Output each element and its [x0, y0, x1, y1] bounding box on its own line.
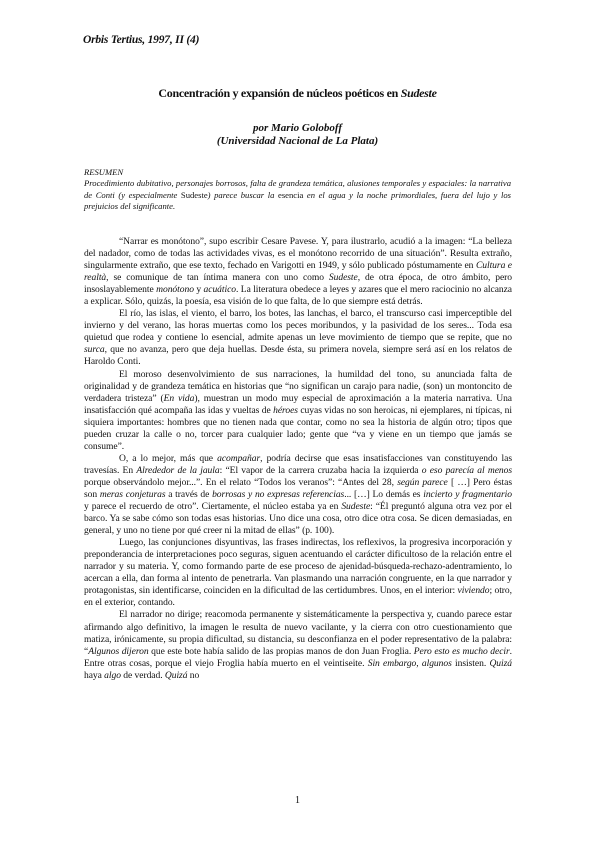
text-segment: : “El vapor de la carrera cruzaba hacia la izquierda	[219, 464, 422, 476]
text-segment: borrosas y no expresas referencias	[212, 488, 345, 500]
paragraph-6	[84, 609, 512, 681]
text-segment: o eso parecía al menos	[421, 464, 513, 476]
text-segment: . La literatura obedece a leyes y azares que el mero raciocinio no alcanza a explicar. Sólo, quizás, la poesía, esa visión de lo que falta, de lo que siempre está detrás.	[84, 284, 512, 308]
text-segment: monótono	[156, 284, 194, 296]
article-body	[84, 236, 512, 682]
text-segment: , de otra época, de otro ámbito, pero insoslayablemente	[84, 272, 512, 296]
text-segment: porque observándolo mejor...”. En el relato “Todos los veranos”: “Antes del 28,	[84, 476, 398, 488]
text-segment: acuático	[203, 284, 237, 296]
title-work: Sudeste	[400, 86, 437, 100]
abstract-segment: ) parece buscar la	[207, 189, 279, 200]
affiliation: (Universidad Nacional de La Plata)	[216, 135, 379, 147]
text-segment: surca	[84, 344, 105, 356]
text-segment: ... […] Lo demás es	[344, 488, 424, 500]
text-segment: Sudeste	[341, 501, 371, 513]
text-segment: incierto y fragmentario	[423, 488, 512, 500]
text-segment: insisten.	[451, 657, 490, 669]
text-segment: Cultura e realtà	[84, 260, 512, 284]
page-number: 1	[295, 795, 300, 806]
text-segment: , que no avanza, pero que deja huellas. Desde ésta, su primera novela, siempre será así en los relatos de Haroldo Conti.	[84, 344, 512, 368]
text-segment: no	[187, 669, 200, 681]
text-segment: ; otro, en el exterior, contando.	[84, 585, 512, 609]
abstract-segment: en el agua y la noche primordiales, fuera del lujo y los prejuicios del significante.	[84, 189, 511, 212]
journal-citation: Orbis Tertius, 1997, II (4)	[83, 34, 200, 46]
text-segment: acompañar	[217, 452, 261, 464]
text-segment: a través de	[165, 488, 213, 500]
text-segment: En vida	[163, 392, 195, 404]
abstract-segment: Procedimiento dubitativo, personajes borrosos, falta de grandeza temática, alusiones temporales y espaciales: la narrativa de Conti (y especialmente	[84, 178, 511, 200]
text-segment: meras conjeturas	[99, 488, 166, 500]
text-segment: : “Él preguntó alguna otra vez por el barco. Ya se sabe cómo son todas esas historias. Uno dice una cosa, otro dice otra cosa. Se dicen demasiadas, en general, y uno no tiene por qué creer ni la mitad de ellas” (p. 100).	[84, 501, 513, 537]
text-segment: según parece	[397, 476, 448, 488]
text-segment: . Entre otras cosas, porque el viejo Froglia había muerto en el veintiseite.	[84, 645, 512, 669]
text-segment: [ …] Pero éstas son	[84, 476, 512, 500]
text-segment: Quizá	[164, 669, 188, 681]
text-segment: Sudeste	[328, 272, 358, 284]
text-segment: y parece el recuerdo de otro”. Ciertamente, el núcleo estaba ya en	[84, 501, 342, 513]
text-segment: de verdad.	[120, 669, 165, 681]
text-segment: El moroso desenvolvimiento de sus narraciones, la humildad del tono, su anunciada falta de originalidad y de grandeza temática en historias que “no significan un carajo para nadie, (son) un montoncito de verdadera tristeza” (	[84, 368, 512, 404]
abstract-text	[84, 178, 511, 213]
text-segment: , se comunique de tan íntima manera con uno como	[106, 272, 329, 284]
text-segment: Sin embargo, algunos	[367, 657, 452, 669]
text-segment: haya	[84, 669, 105, 681]
paragraph-1	[84, 236, 512, 308]
text-segment: algo	[104, 669, 121, 681]
text-segment: El río, las islas, el viento, el barro, los botes, las lanchas, el barco, el transcurso casi imperceptible del invierno y del verano, las horas muertas como los peces moribundos, y la pasividad de los seres... Toda esa quietud que rodea y contiene lo esencial, admite apenas un leve movimiento de tiempo que se repite, que no	[84, 308, 512, 344]
paragraph-2	[84, 308, 512, 368]
abstract-segment: Sudeste	[180, 189, 208, 200]
text-segment: Luego, las conjunciones disyuntivas, las frases indirectas, los reflexivos, la progresiva incorporación y preponderancia de interpretaciones poco seguras, siguen acentuando el carácter dificultoso de la relación entre el narrador y su materia. Y, como formando parte de ese proceso de ajenidad-búsqueda-rechazo-adentramiento, lo acercan a ella, dan forma al intento de penetrarla. Van plasmando una narración congruente, en la que narrador y protagonistas, sin identificarse, coinciden en la dificultad de las certidumbres. Unos, en el interior:	[84, 537, 512, 597]
text-segment: Quizá	[489, 657, 512, 669]
text-segment: O, a lo mejor, más que	[119, 452, 218, 464]
text-segment: Alrededor de la jaula	[136, 464, 220, 476]
text-segment: , podría decirse que esas insatisfacciones van constituyendo las travesías. En	[84, 452, 512, 476]
text-segment: El narrador no dirige; reacomoda permanente y sistemáticamente la perspectiva y, cuando parece estar afirmando algo definitivo, la imagen le resulta de nuevo vacilante, y la cierra con otro cuestionamiento que matiza, irónicamente, su propia dificultad, su distancia, su desconfianza en el poder representativo de la palabra: “	[84, 609, 512, 657]
paragraph-3	[84, 369, 512, 453]
text-segment: ), muestran un modo muy especial de aproximación a la materia narrativa. Una insatisfacción qué acompaña las idas y vueltas de	[84, 392, 512, 416]
title-main: Concentración y expansión de núcleos poéticos en	[158, 86, 401, 100]
author: por Mario Goloboff	[252, 122, 343, 134]
text-segment: “Narrar es monótono”, supo escribir Cesare Pavese. Y, para ilustrarlo, acudió a la imagen: “La belleza del nadador, como de todas las actividades vivas, es el monótono recorrido de una situación”. Resulta extraño, singularmente extraño, que ese texto, fechado en Varigotti en 1949, y sólo publicado póstumamente en	[84, 236, 512, 272]
text-segment: Algunos dijeron	[88, 645, 149, 657]
abstract-heading: RESUMEN	[84, 167, 124, 177]
abstract-segment: esencia	[278, 189, 304, 200]
text-segment: Pero esto es mucho decir	[413, 645, 510, 657]
text-segment: cuyas vidas no son heroicas, ni ejemplares, ni típicas, ni siquiera importantes: hombres que no tienen nada que contar, como no sea la historia de algún otro; tipos que pueden cruzar la calle o no, torcer para cualquier lado; gente que “va y viene en un tiempo que jamás se consume”.	[84, 404, 512, 452]
text-segment: viviendo	[457, 585, 490, 597]
article-title	[0, 86, 595, 101]
paragraph-4	[84, 453, 512, 537]
text-segment: héroes	[273, 404, 298, 416]
paragraph-5	[84, 537, 512, 609]
text-segment: y	[193, 284, 204, 296]
text-segment: que este bote había salido de las propias manos de don Juan Froglia.	[148, 645, 414, 657]
